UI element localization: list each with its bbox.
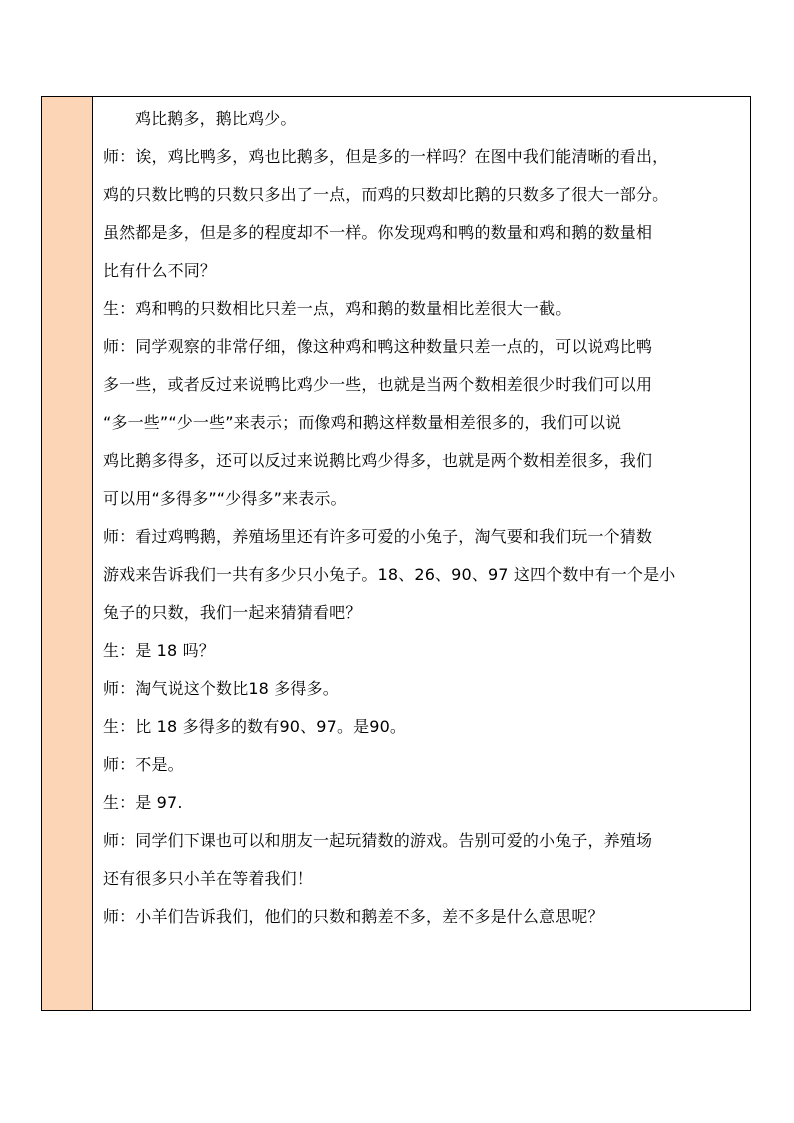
text-line: 还有很多只小羊在等着我们！ bbox=[103, 869, 313, 888]
text-line: 鸡的只数比鸭的只数只多出了一点，而鸡的只数却比鹅的只数多了很大一部分。 bbox=[103, 185, 669, 204]
text-line: 鸡比鹅多得多，还可以反过来说鹅比鸡少得多，也就是两个数相差很多，我们 bbox=[103, 451, 653, 470]
text-line: 比有什么不同？ bbox=[103, 261, 217, 280]
text-line: 游戏来告诉我们一共有多少只小兔子。18、26、90、97 这四个数中有一个是小 bbox=[103, 565, 676, 584]
text-line: 师：小羊们告诉我们，他们的只数和鹅差不多，差不多是什么意思呢？ bbox=[103, 907, 604, 926]
document-table bbox=[41, 96, 751, 1011]
text-line: 师：淘气说这个数比18 多得多。 bbox=[103, 679, 339, 698]
text-line: 虽然都是多，但是多的程度却不一样。你发现鸡和鸭的数量和鸡和鹅的数量相 bbox=[103, 223, 653, 242]
content-cell bbox=[93, 97, 750, 1010]
text-line: 师：同学们下课也可以和朋友一起玩猜数的游戏。告别可爱的小兔子，养殖场 bbox=[103, 831, 653, 850]
text-line: “多一些”“少一些”来表示；而像鸡和鹅这样数量相差很多的，我们可以说 bbox=[103, 413, 622, 432]
text-line: 兔子的只数，我们一起来猜猜看吧？ bbox=[103, 603, 362, 622]
text-line: 生：是 97. bbox=[103, 793, 183, 812]
text-line: 生：比 18 多得多的数有90、97。是90。 bbox=[103, 717, 407, 736]
text-line: 生：鸡和鸭的只数相比只差一点，鸡和鹅的数量相比差很大一截。 bbox=[103, 299, 572, 318]
text-line: 多一些，或者反过来说鸭比鸡少一些，也就是当两个数相差很少时我们可以用 bbox=[103, 375, 653, 394]
text-line: 可以用“多得多”“少得多”来表示。 bbox=[103, 489, 347, 508]
text-line: 师：不是。 bbox=[103, 755, 184, 774]
text-line: 鸡比鹅多，鹅比鸡少。 bbox=[135, 109, 297, 128]
text-line: 师：同学观察的非常仔细，像这种鸡和鸭这种数量只差一点的，可以说鸡比鸭 bbox=[103, 337, 653, 356]
text-line: 生：是 18 吗？ bbox=[103, 641, 215, 660]
side-shaded-cell bbox=[42, 97, 93, 1010]
text-line: 师：诶，鸡比鸭多，鸡也比鹅多，但是多的一样吗？在图中我们能清晰的看出， bbox=[103, 147, 669, 166]
text-line: 师：看过鸡鸭鹅，养殖场里还有许多可爱的小兔子，淘气要和我们玩一个猜数 bbox=[103, 527, 653, 546]
